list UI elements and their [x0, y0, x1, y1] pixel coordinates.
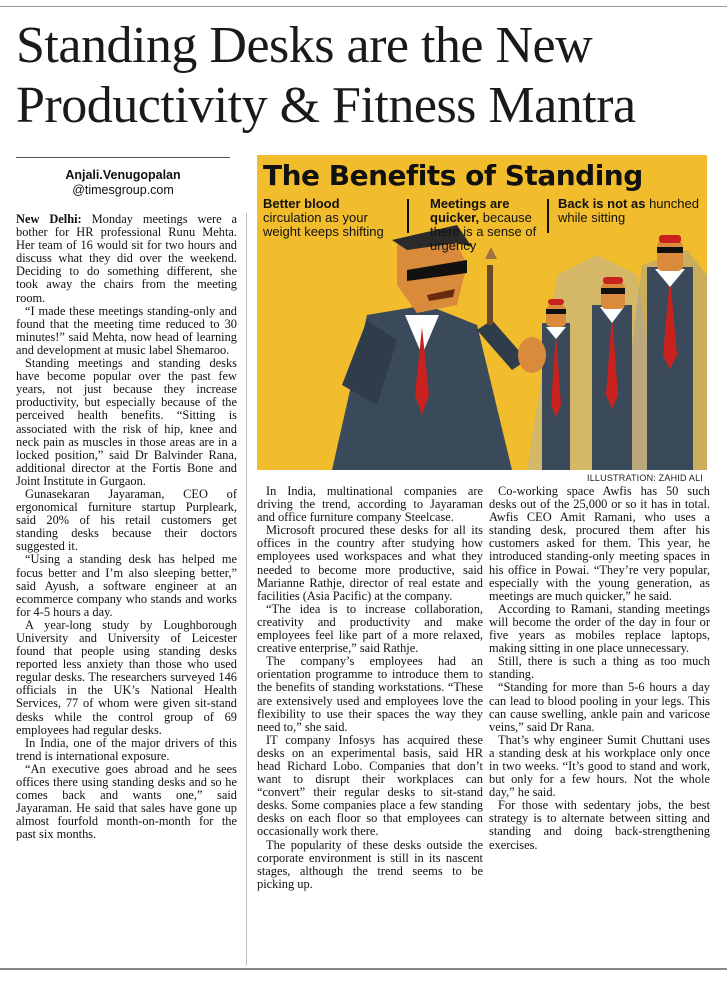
paragraph: Still, there is such a thing as too much standing. — [489, 654, 710, 682]
article-column-3 — [489, 485, 710, 852]
article-column-1 — [16, 213, 237, 842]
paragraph: “Using a standing desk has helped me focus better and I’m also sleeping better,” said Ayush, a software engineer at an ecommerce company who stands and works for 4-5 hours a day. — [16, 552, 237, 619]
paragraph: Gunasekaran Jayaraman, CEO of ergonomical furniture startup Purpleark, said 20% of his retail customers get standing desks because their doctors suggested it. — [16, 486, 237, 554]
article-column-2 — [257, 485, 483, 891]
benefit-separator — [407, 199, 409, 233]
paragraph: For those with sedentary jobs, the best strategy is to alternate between sitting and standing and doing back-strengthening exercises. — [489, 798, 710, 852]
headline — [16, 16, 716, 136]
paragraph: According to Ramani, standing meetings will become the order of the day in four or five years as mobiles replace laptops, making sitting in one place unnecessary. — [489, 601, 710, 656]
byline-rule — [16, 157, 230, 158]
author-name: Anjali.Venugopalan — [65, 168, 181, 182]
paragraph: That’s why engineer Sumit Chuttani uses a standing desk at his workplace only once in two weeks. “It’s good to stand and work, but only for a few hours. Not the whole day,” he said. — [489, 732, 710, 800]
paragraph: “I made these meetings standing-only and found that the meeting time reduced to 30 minutes!” said Mehta, now head of learning and development at music label Shemaroo. — [16, 303, 237, 357]
paragraph: “Standing for more than 5-6 hours a day can lead to blood pooling in your legs. This can cause swelling, ankle pain and varicose veins,” said Dr Rana. — [489, 680, 710, 734]
benefit-meetings — [430, 197, 555, 253]
paragraph: Microsoft procured these desks for all its offices in the country after studying how employees used workspaces and what they needed to become more productive, said Marianne Rathje, director of real estate and facilities (Asia Pacific) at the company. — [257, 523, 483, 603]
benefit-separator — [547, 199, 549, 233]
paragraph: Standing meetings and standing desks have become popular over the past few years, not just because they increase productivity, but especially because of the perceived health benefits. “Sitting is associated with the risk of hip, knee and neck pain as muscles in those areas are in a locked position,” said Dr Balvinder Rana, additional director at the Fortis Bone and Joint Institute in Gurgaon. — [16, 356, 237, 488]
paragraph: In India, multinational companies are driving the trend, according to Jayaraman and office furniture company Steelcase. — [257, 484, 483, 525]
paragraph: IT company Infosys has acquired these desks on an experimental basis, said HR head Richard Lobo. Companies that don’t want to disrupt their workplaces can “convert” their regular desks to sit-stand desks. Some companies place a few standing desks on each floor so that employees can occasionally work there. — [257, 732, 483, 839]
paragraph: A year-long study by Loughborough University and University of Leicester found that people using standing desks reported less anxiety than those who used regular desks. The researchers surveyed 146 officials in the UK’s National Health Services, 77 of whom were given sit-stand desks while the control group of 69 employees had regular desks. — [16, 617, 237, 737]
paragraph-text: Monday meetings were a bother for HR professional Runu Mehta. Her team of 16 would sit for two hours and discuss what they did over the weekend. Deciding to do something different, she took away the chairs from the meeting room. — [16, 212, 237, 305]
benefit-text: because there is a sense of urgency — [430, 210, 537, 253]
illustration-credit: ILLUSTRATION: ZAHID ALI — [587, 473, 703, 483]
benefit-bold: Back is not as — [558, 196, 646, 211]
paragraph: “The idea is to increase collaboration, creativity and productivity and make employees feel like part of a more relaxed, creative enterprise,” said Rathje. — [257, 601, 483, 656]
benefit-text: circulation as your weight keeps shifting — [263, 210, 384, 239]
paragraph: “An executive goes abroad and he sees offices there using standing desks and so he comes back and wants one,” said Jayaraman. He said that sales have gone up almost fourfold month-on-month for the past six months. — [16, 761, 237, 842]
column-divider — [246, 213, 247, 965]
benefit-bold: Meetings are quicker, — [430, 196, 510, 225]
byline — [16, 157, 230, 197]
infographic-title: The Benefits of Standing — [263, 159, 643, 192]
paragraph — [16, 213, 237, 305]
paragraph: In India, one of the major drivers of this trend is international exposure. — [16, 735, 237, 763]
paragraph: Co-working space Awfis has 50 such desks out of the 25,000 or so it has in total. Awfis CEO Amit Ramani, who uses a standing desk, procured them after his customers asked for them. This year, he introduced standing-only meeting spaces in his office in Powai. “They’re very popular, especially with the young generation, as meetings are much quicker,” he said. — [489, 484, 710, 603]
author-handle: @timesgroup.com — [72, 183, 174, 197]
benefit-text: hunched while sitting — [558, 196, 699, 225]
benefits-illustration — [257, 155, 707, 470]
bottom-rule — [0, 968, 727, 970]
dateline: New Delhi: — [16, 212, 82, 226]
benefit-circulation — [263, 197, 403, 239]
headline-line-1: Standing Desks are the New — [16, 17, 593, 74]
paragraph: The popularity of these desks outside the corporate environment is still in its nascent stages, although the trend seems to be picking up. — [257, 837, 483, 891]
headline-line-2: Productivity & Fitness Mantra — [16, 77, 636, 134]
benefit-bold: Better blood — [263, 196, 340, 211]
paragraph: The company’s employees had an orientation programme to introduce them to the benefits of standing workstations. “These are extensively used and employees love the flexibility to use their spaces the way they need to,” she said. — [257, 654, 483, 734]
benefit-back — [558, 197, 703, 225]
top-rule — [0, 6, 727, 7]
